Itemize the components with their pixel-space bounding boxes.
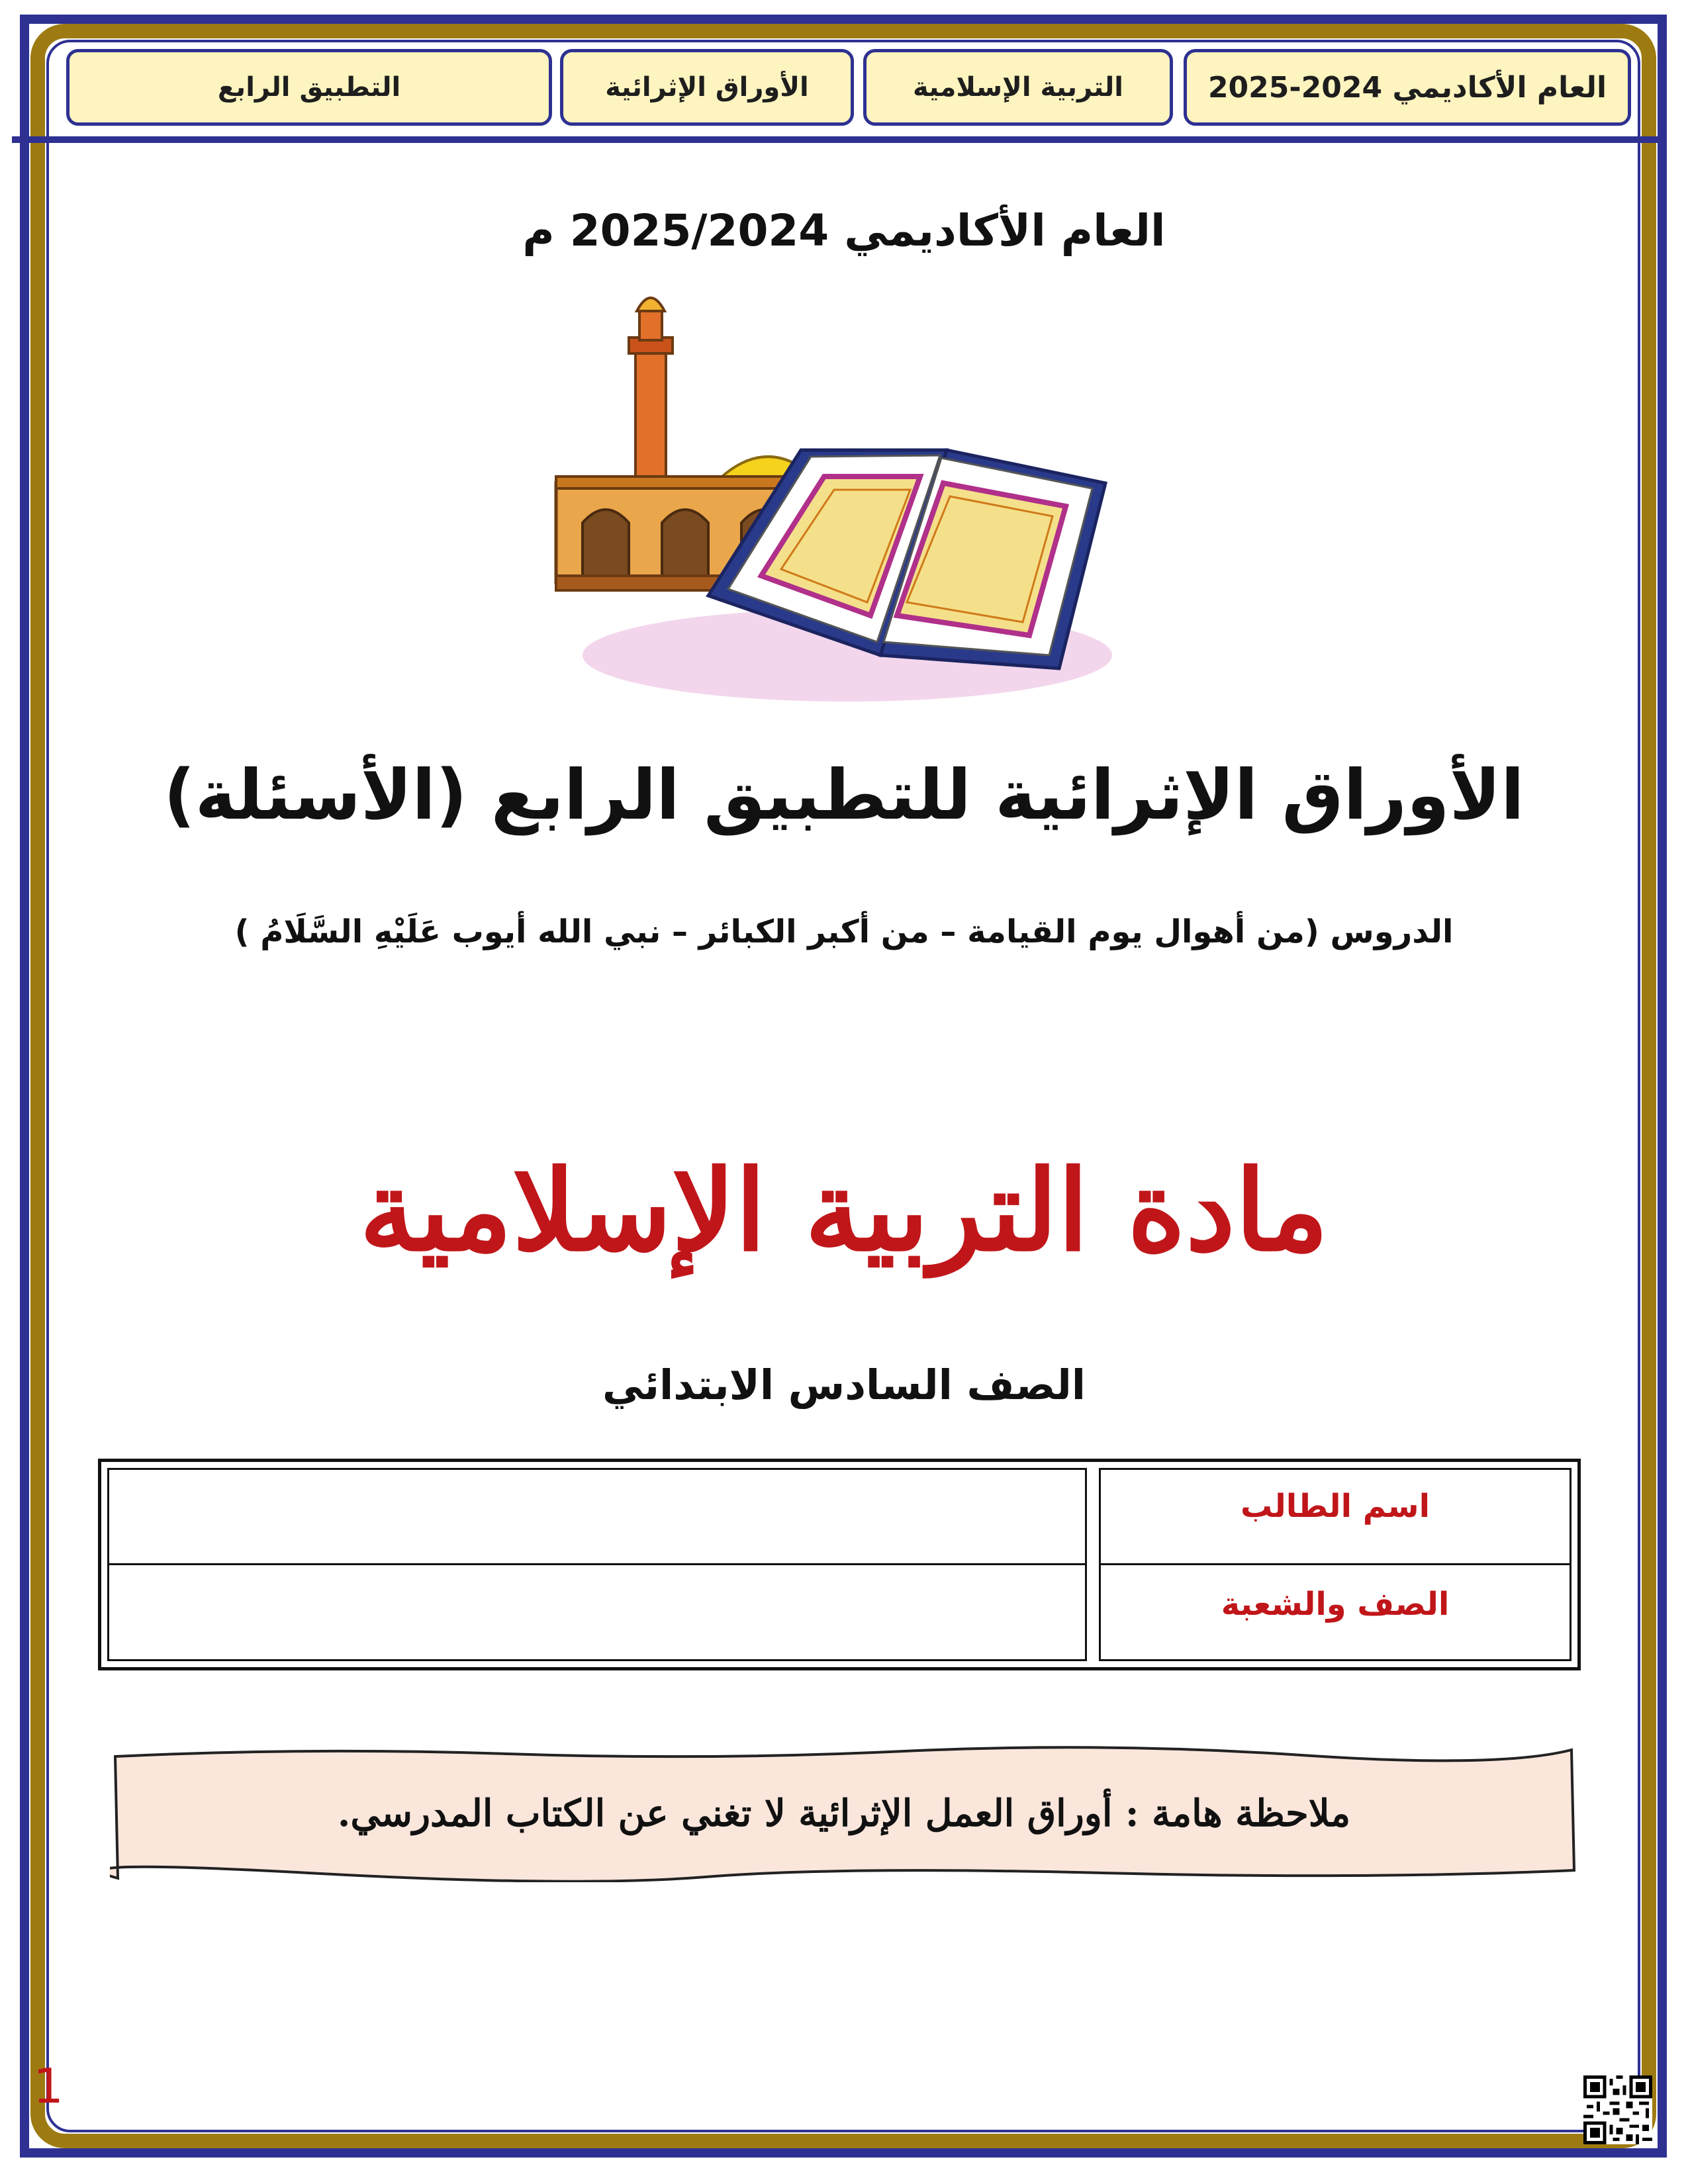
important-note: ملاحظة هامة : أوراق العمل الإثرائية لا تغني عن الكتاب المدرسي.: [337, 1792, 1351, 1835]
class-section-field[interactable]: [118, 1572, 1076, 1649]
header-subject-pill: [863, 49, 1173, 126]
lessons-line: الدروس (من أهوال يوم القيامة – من أكبر الكبائر – نبي الله أيوب عَلَيْهِ السَّلَامُ ): [234, 913, 1454, 950]
header-application-pill: [66, 49, 552, 126]
class-section-label: الصف والشعبة: [1221, 1586, 1450, 1623]
header-subject-label: التربية الإسلامية: [912, 72, 1124, 103]
page-number: 1: [33, 2058, 64, 2114]
grade-level: الصف السادس الابتدائي: [602, 1361, 1086, 1409]
qr-code-icon: [1583, 2075, 1652, 2144]
header-year-label: العام الأكاديمي 2024-2025: [1207, 70, 1607, 105]
student-info-table: [98, 1459, 1581, 1670]
academic-year: العام الأكاديمي 2025/2024 م: [522, 205, 1166, 256]
student-name-label: اسم الطالب: [1240, 1488, 1430, 1525]
mosque-quran-illustration: [536, 285, 1119, 708]
label-divider: [1099, 1563, 1571, 1565]
header-divider: [12, 136, 1664, 143]
value-divider: [107, 1563, 1087, 1565]
header-application-label: التطبيق الرابع: [217, 72, 401, 103]
worksheet-title: الأوراق الإثرائية للتطبيق الرابع (الأسئلة): [164, 754, 1524, 835]
header-worksheets-label: الأوراق الإثرائية: [605, 72, 809, 103]
student-name-field[interactable]: [118, 1479, 1076, 1555]
subject-title: مادة التربية الإسلامية: [359, 1145, 1329, 1276]
header-year-pill: [1184, 49, 1631, 126]
header-worksheets-pill: [560, 49, 854, 126]
